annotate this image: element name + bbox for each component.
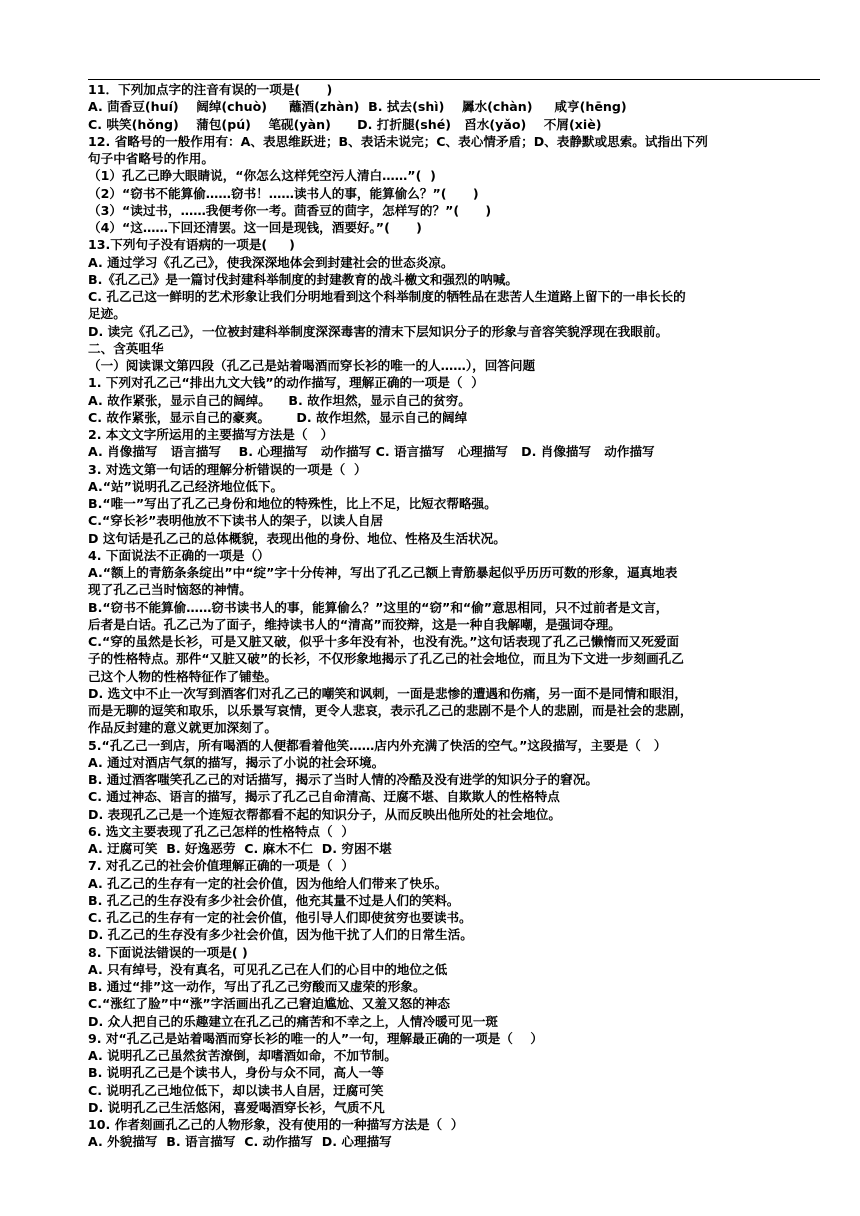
- text-line: A. 迂腐可笑 B. 好逸恶劳 C. 麻木不仁 D. 穷困不堪: [88, 841, 392, 856]
- text-line: D. 众人把自己的乐趣建立在孔乙己的痛苦和不幸之上，人情冷暖可见一斑: [88, 1013, 499, 1029]
- text-line: 后者是白话。孔乙己为了面子，维持读书人的“清高”而狡辩，这是一种自我解嘲，是强词夺理。: [88, 616, 621, 632]
- text-line: A. 外貌描写 B. 语言描写 C. 动作描写 D. 心理描写: [88, 1134, 392, 1150]
- text-line: C. 通过神态、语言的描写，揭示了孔乙己自命清高、迂腐不堪、自欺欺人的性格特点: [88, 789, 560, 805]
- text-line: B. 说明孔乙己是个读书人，身份与众不同，高人一等: [88, 1065, 384, 1081]
- text-line: 6. 选文主要表现了孔乙己怎样的性格特点（ ）: [88, 823, 354, 839]
- text-line: 5.“孔乙己一到店，所有喝酒的人便都看着他笑……店内外充满了快活的空气。”这段描写，主要是（ ）: [88, 737, 667, 753]
- text-line: A.“站”说明孔乙己经济地位低下。: [88, 478, 284, 494]
- text-line: B.《孔乙己》是一篇讨伐封建科举制度的封建教育的战斗檄文和强烈的呐喊。: [88, 271, 518, 287]
- text-line: A. 肖像描写 语言描写 B. 心理描写 动作描写 C. 语言描写 心理描写 D. 肖像描写 动作描写: [88, 444, 655, 460]
- text-line: D. 表现孔乙己是一个连短衣帮都看不起的知识分子，从而反映出他所处的社会地位。: [88, 806, 561, 822]
- text-line: （3）“读过书，……我便考你一考。茴香豆的茴字，怎样写的？”( ): [88, 202, 492, 218]
- text-line: C. 哄笑(hǒng) 蒲包(pú) 笔砚(yàn) D. 打折腿(shé) 舀水(yǎo) 不屑(xiè): [88, 116, 602, 132]
- text-line: B. 通过“排”这一动作，写出了孔乙己穷酸而又虚荣的形象。: [88, 979, 426, 994]
- text-line: 10. 作者刻画孔乙己的人物形象，没有使用的一种描写方法是（ ）: [88, 1117, 464, 1132]
- text-line: D. 说明孔乙己生活悠闲，喜爱喝酒穿长衫，气质不凡: [88, 1099, 385, 1115]
- text-line: 12. 省略号的一般作用有：A、表思维跃进；B、表话未说完；C、表心情矛盾；D、表静默或思索。试指出下列: [88, 133, 708, 149]
- text-line: 1. 下列对孔乙己“排出九文大钱”的动作描写，理解正确的一项是（ ）: [88, 375, 484, 391]
- text-line: D 这句话是孔乙己的总体概貌，表现出他的身份、地位、性格及生活状况。: [88, 530, 506, 546]
- text-line: 作品反封建的意义就更加深刻了。: [88, 720, 277, 736]
- text-line: C.“穿的虽然是长衫，可是又脏又破，似乎十多年没有补，也没有洗。”这句话表现了孔乙己懒惰而又死爱面: [88, 634, 679, 649]
- text-line: 13.下列句子没有语病的一项是( ): [88, 237, 295, 253]
- text-line: 子的性格特点。那件“又脏又破”的长衫，不仅形象地揭示了孔乙己的社会地位，而且为下文进一步刻画孔乙: [88, 651, 684, 667]
- text-line: A. 只有绰号，没有真名，可见孔乙己在人们的心目中的地位之低: [88, 961, 448, 977]
- document-page: [88, 79, 820, 1151]
- text-line: A. 通过对酒店气氛的描写，揭示了小说的社会环境。: [88, 754, 385, 770]
- text-line: （1）孔乙己睁大眼睛说，“你怎么这样凭空污人清白……”( ): [88, 168, 436, 184]
- text-line: B. 孔乙己的生存没有多少社会价值，他充其量不过是人们的笑料。: [88, 892, 460, 908]
- text-line: C. 孔乙己这一鲜明的艺术形象让我们分明地看到这个科举制度的牺牲品在悲苦人生道路上留下的一串长长的: [88, 289, 686, 304]
- text-line: 现了孔乙己当时恼怒的神情。: [88, 582, 252, 598]
- text-line: C. 说明孔乙己地位低下，却以读书人自居，迂腐可笑: [88, 1082, 384, 1098]
- text-line: D. 读完《孔乙己》，一位被封建科举制度深深毒害的清末下层知识分子的形象与音容笑貌浮现在我眼前。: [88, 323, 669, 339]
- text-line: 己这个人物的性格特征作了铺垫。: [88, 668, 277, 684]
- text-line: A. 通过学习《孔乙己》，使我深深地体会到封建社会的世态炎凉。: [88, 254, 454, 270]
- text-line: A.“额上的青筋条条绽出”中“绽”字十分传神，写出了孔乙己额上青筋暴起似乎历历可数的形象，逼真地表: [88, 565, 678, 580]
- text-line: （一）阅读课文第四段（孔乙己是站着喝酒而穿长衫的唯一的人……），回答问题: [88, 358, 536, 373]
- text-line: B.“唯一”写出了孔乙己身份和地位的特殊性，比上不足，比短衣帮略强。: [88, 496, 497, 511]
- text-line: D. 孔乙己的生存没有多少社会价值，因为他干扰了人们的日常生活。: [88, 927, 473, 943]
- text-line: B. 通过酒客嗤笑孔乙己的对话描写，揭示了当时人情的冷酷及没有进学的知识分子的窘况。: [88, 772, 598, 787]
- top-rule: [88, 79, 820, 80]
- text-line: A. 孔乙己的生存有一定的社会价值，因为他给人们带来了快乐。: [88, 875, 448, 891]
- text-line: C. 故作紧张，显示自己的豪爽。 D. 故作坦然，显示自己的阔绰: [88, 409, 468, 425]
- text-line: 8. 下面说法错误的一项是( ): [88, 944, 248, 960]
- text-line: 足迹。: [88, 306, 126, 322]
- text-line: 3. 对选文第一句话的理解分析错误的一项是（ ）: [88, 461, 367, 477]
- text-line: 4. 下面说法不正确的一项是（）: [88, 547, 270, 563]
- text-line: A. 说明孔乙己虽然贫苦潦倒，却嗜酒如命，不加节制。: [88, 1048, 397, 1063]
- text-line: 而是无聊的逗笑和取乐，以乐景写哀情，更令人悲哀，表示孔乙己的悲剧不是个人的悲剧，而是社会的悲剧，: [88, 703, 693, 718]
- text-line: 句子中省略号的作用。: [88, 151, 214, 166]
- text-line: 11．下列加点字的注音有误的一项是( ): [88, 82, 333, 97]
- text-line: C.“穿长衫”表明他放不下读书人的架子，以读人自居: [88, 513, 384, 529]
- text-line: A. 茴香豆(huí) 阔绰(chuò) 蘸酒(zhàn) B. 拭去(shì) 羼水(chàn) 咸亨(hēng): [88, 99, 627, 115]
- text-line: 二、含英咀华: [88, 340, 164, 356]
- text-line: 2. 本文文字所运用的主要描写方法是（ ）: [88, 427, 334, 442]
- text-line: C.“涨红了脸”中“涨”字活画出孔乙己窘迫尴尬、又羞又怒的神态: [88, 996, 450, 1012]
- text-line: 9. 对“孔乙己是站着喝酒而穿长衫的唯一的人”一句，理解最正确的一项是（ ）: [88, 1030, 544, 1046]
- text-line: C. 孔乙己的生存有一定的社会价值，他引导人们即使贫穷也要读书。: [88, 910, 472, 925]
- text-line: A. 故作紧张，显示自己的阔绰。 B. 故作坦然，显示自己的贫穷。: [88, 392, 471, 408]
- document-body: [88, 81, 820, 1151]
- text-line: D. 选文中不止一次写到酒客们对孔乙己的嘲笑和讽刺，一面是悲惨的遭遇和伤痛，另一面不是同情和眼泪，: [88, 685, 687, 701]
- text-line: 7. 对孔乙己的社会价值理解正确的一项是（ ）: [88, 858, 354, 874]
- text-line: B.“窃书不能算偷……窃书读书人的事，能算偷么？”这里的“窃”和“偷”意思相同，只不过前者是文言，: [88, 599, 669, 615]
- text-line: （2）“窃书不能算偷……窃书！……读书人的事，能算偷么？”( ): [88, 185, 479, 201]
- text-line: （4）“这……下回还清罢。这一回是现钱，酒要好。”( ): [88, 220, 422, 235]
